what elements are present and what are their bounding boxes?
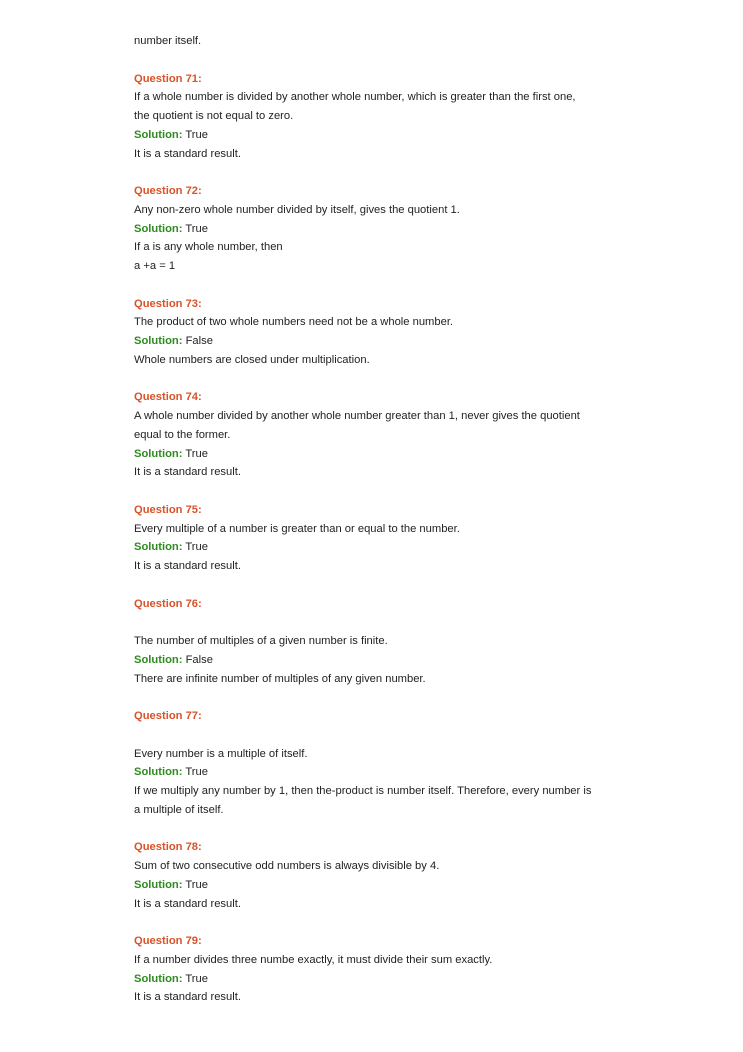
question-title: Question 77: (134, 710, 202, 722)
spacer (134, 576, 614, 595)
question-title: Question 79: (134, 935, 202, 947)
solution-label: Solution: (134, 878, 183, 891)
question-block (134, 51, 614, 164)
spacer (134, 276, 614, 295)
solution-explanation: Whole numbers are closed under multiplication. (134, 353, 370, 366)
question-block (134, 370, 614, 483)
solution-line (134, 763, 614, 782)
solution-explanation: If we multiply any number by 1, then the-product is number itself. Therefore, every number is (134, 785, 592, 797)
solution-answer: False (185, 335, 213, 347)
spacer (134, 613, 614, 632)
question-statement: The number of multiples of a given number is finite. (134, 635, 388, 647)
spacer (134, 51, 614, 70)
question-block (134, 163, 614, 276)
solution-label: Solution: (134, 128, 183, 141)
question-statement: Any non-zero whole number divided by itself, gives the quotient 1. (134, 203, 460, 216)
solution-explanation: It is a standard result. (134, 147, 241, 160)
question-block (134, 576, 614, 689)
question-statement: Every number is a multiple of itself. (134, 747, 308, 760)
solution-answer: True (185, 972, 208, 985)
question-title: Question 78: (134, 841, 202, 854)
question-statement: Sum of two consecutive odd numbers is always divisible by 4. (134, 860, 440, 872)
solution-line (134, 126, 614, 145)
solution-label: Solution: (134, 335, 183, 347)
spacer (134, 726, 614, 745)
question-title: Question 72: (134, 185, 202, 197)
spacer (134, 688, 614, 707)
question-statement: If a number divides three numbe exactly, it must divide their sum exactly. (134, 953, 493, 966)
question-statement: Every multiple of a number is greater than or equal to the number. (134, 522, 460, 535)
question-title: Question 75: (134, 503, 202, 516)
spacer (134, 820, 614, 839)
solution-explanation: It is a standard result. (134, 560, 241, 572)
solution-label: Solution: (134, 766, 183, 779)
question-title: Question 76: (134, 597, 202, 610)
solution-explanation: It is a standard result. (134, 991, 241, 1004)
solution-line (134, 220, 614, 239)
question-title: Question 73: (134, 297, 202, 310)
solution-answer: True (185, 878, 208, 891)
question-statement: The product of two whole numbers need not be a whole number. (134, 316, 454, 329)
solution-explanation: There are infinite number of multiples of any given number. (134, 672, 426, 685)
question-block (134, 276, 614, 370)
solution-line (134, 651, 614, 670)
question-statement: If a whole number is divided by another whole number, which is greater than the first one, (134, 91, 576, 104)
solution-line (134, 876, 614, 895)
question-statement: equal to the former. (134, 428, 231, 441)
solution-line (134, 970, 614, 989)
question-block (134, 913, 614, 1007)
spacer (134, 482, 614, 501)
solution-answer: False (185, 653, 213, 666)
question-statement: A whole number divided by another whole number greater than 1, never gives the quotient (134, 410, 580, 422)
spacer (134, 163, 614, 182)
solution-answer: True (185, 447, 208, 460)
solution-answer: True (185, 128, 208, 141)
question-statement: the quotient is not equal to zero. (134, 110, 294, 122)
question-title: Question 71: (134, 72, 202, 85)
question-title: Question 74: (134, 391, 202, 404)
solution-line (134, 538, 614, 557)
solution-explanation: If a is any whole number, then (134, 241, 283, 254)
solution-line (134, 332, 614, 351)
question-block (134, 820, 614, 914)
solution-label: Solution: (134, 972, 183, 985)
spacer (134, 913, 614, 932)
solution-answer: True (185, 766, 208, 779)
solution-explanation: It is a standard result. (134, 897, 241, 910)
question-block (134, 482, 614, 576)
solution-answer: True (185, 222, 208, 235)
spacer (134, 370, 614, 389)
solution-explanation: It is a standard result. (134, 466, 241, 479)
solution-label: Solution: (134, 653, 183, 666)
solution-label: Solution: (134, 447, 183, 460)
solution-answer: True (185, 541, 208, 554)
solution-explanation: a multiple of itself. (134, 803, 224, 816)
solution-line (134, 445, 614, 464)
solution-label: Solution: (134, 222, 183, 235)
document-page (134, 32, 614, 1007)
solution-label: Solution: (134, 541, 183, 554)
intro-text: number itself. (134, 35, 202, 47)
solution-explanation: a +a = 1 (134, 260, 176, 272)
question-block (134, 688, 614, 819)
